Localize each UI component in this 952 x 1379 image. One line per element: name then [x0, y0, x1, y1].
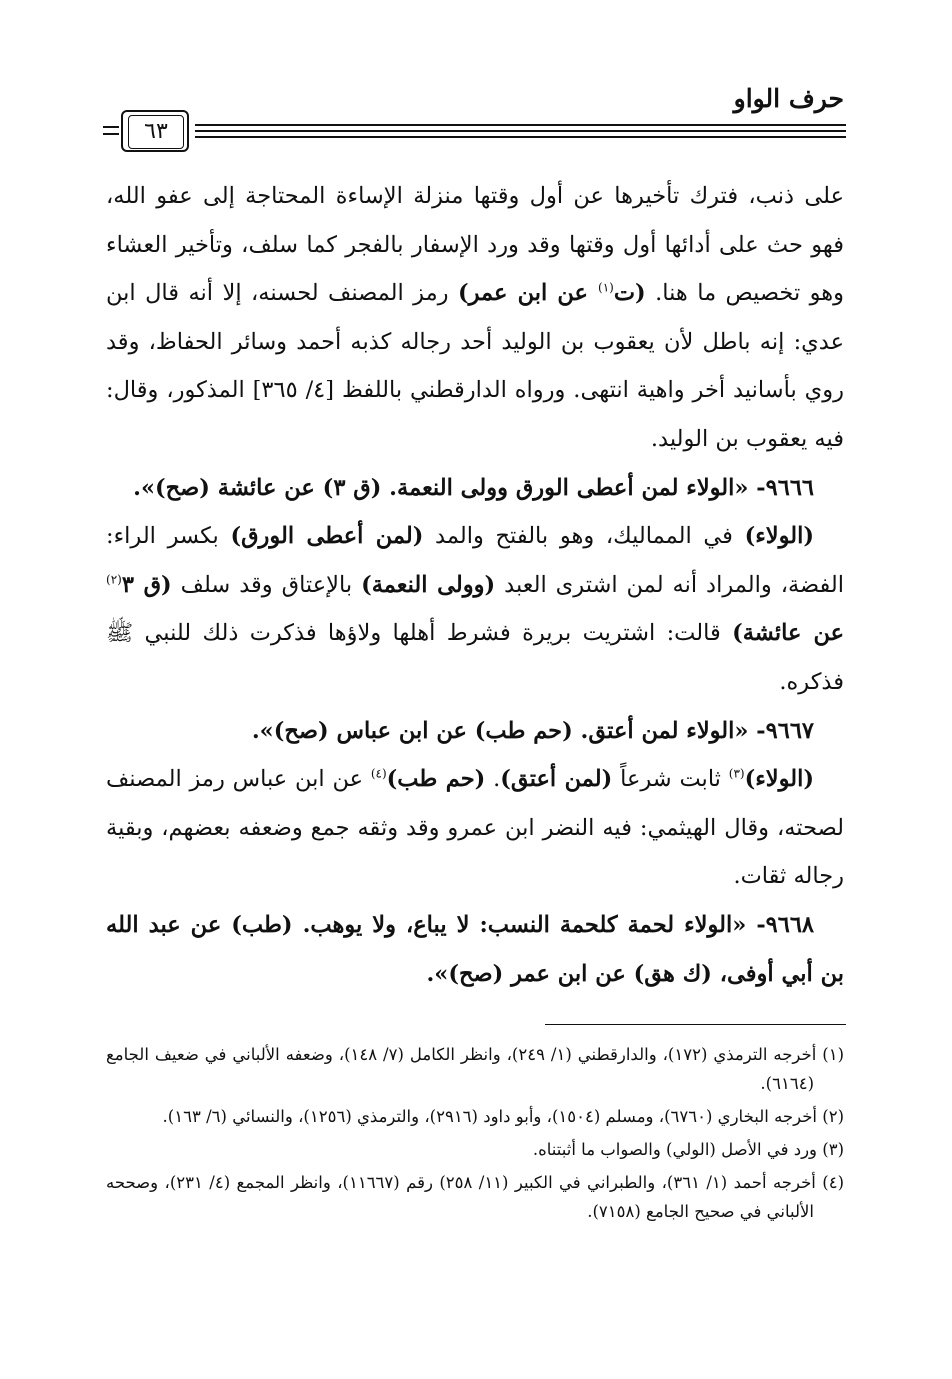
text-run: رمز المصنف لحسنه، إلا أنه قال ابن عدي: إنه باطل لأن يعقوب بن الوليد أحد رجاله كذبه أحمد وسائر الحفاظ، وقد روي بأسانيد أخر واهية انتهى. ورواه الدارقطني باللفظ [٤/ ٣٦٥] المذكور، وقال: فيه يعقوب بن الوليد. — [106, 280, 844, 452]
source-ref: (حم طب) — [386, 766, 486, 793]
hadith-text: ٩٦٦٦- «الولاء لمن أعطى الورق وولى النعمة. (ق ٣) عن عائشة (صح)». — [133, 474, 814, 501]
footnote-separator — [545, 1024, 846, 1025]
footnotes — [106, 1040, 844, 1230]
footnote: (٢) أخرجه البخاري (٦٧٦٠)، ومسلم (١٥٠٤)، وأبو داود (٢٩١٦)، والترمذي (١٢٥٦)، والنسائي (٦/ ١٦٣). — [162, 1107, 844, 1126]
footnote-marker: (٤) — [370, 766, 387, 781]
hadith-heading — [106, 707, 844, 756]
chapter-title: حرف الواو — [733, 84, 844, 113]
text-run: . — [485, 766, 501, 793]
keyword: (لمن أعتق) — [500, 766, 613, 793]
source-ref: عن ابن عمر) — [457, 280, 599, 307]
paragraph — [106, 512, 844, 706]
source-ref: عن عائشة) — [732, 620, 844, 647]
text-run: على ذنب، فترك تأخيرها عن أول وقتها منزلة الإساءة المحتاجة إلى عفو الله، فهو حث على أدائها أول وقتها وقد ورد الإسفار بالفجر كما سلف، وتأخير العشاء وهو تخصيص ما هنا. — [106, 183, 845, 307]
footnote-marker: (١) — [598, 280, 614, 295]
footnote-marker: (٣) — [728, 766, 745, 781]
source-ref: (ت — [613, 280, 646, 307]
header-dash — [103, 126, 119, 128]
text-run: عن ابن عباس رمز المصنف لصحته، وقال الهيثمي: فيه النضر ابن عمرو وقد وثقه جمع وضعفه بعضهم، وبقية رجاله ثقات. — [106, 766, 844, 890]
keyword: (الولاء) — [744, 523, 814, 550]
hadith-heading — [106, 901, 844, 998]
page-number: ٦٣ — [128, 115, 184, 149]
text-run: في المماليك، وهو بالفتح والمد — [423, 523, 745, 550]
text-run: بكسر الراء: الفضة، والمراد أنه لمن اشترى العبد — [106, 523, 845, 598]
header-rule — [195, 124, 846, 126]
keyword: (الولاء) — [744, 766, 815, 793]
keyword: (وولى النعمة) — [361, 571, 496, 598]
keyword: (لمن أعطى الورق) — [230, 523, 424, 550]
main-text — [106, 172, 844, 998]
hadith-text: ٩٦٦٧- «الولاء لمن أعتق. (حم طب) عن ابن عباس (صح)». — [251, 717, 814, 744]
hadith-text: ٩٦٦٨- «الولاء لحمة كلحمة النسب: لا يباع، ولا يوهب. (طب) عن عبد الله بن أبي أوفى، (ك هق) عن ابن عمر (صح)». — [106, 911, 844, 987]
source-ref: (ق ٣ — [121, 571, 172, 598]
footnote: (٣) ورد في الأصل (الولي) والصواب ما أثبتناه. — [532, 1140, 844, 1159]
footnote: (١) أخرجه الترمذي (١٧٢)، والدارقطني (١/ ٢٤٩)، وانظر الكامل (٧/ ١٤٨)، وضعفه الألباني في ضعيف الجامع (٦١٦٤). — [106, 1045, 845, 1093]
header-dash — [103, 133, 119, 135]
paragraph — [106, 172, 844, 464]
text-run: بالإعتاق وقد سلف — [171, 571, 362, 598]
paragraph — [106, 755, 844, 901]
header-rule — [195, 136, 846, 138]
text-run: ثابت شرعاً — [612, 766, 729, 793]
footnote: (٤) أخرجه أحمد (١/ ٣٦١)، والطبراني في الكبير (١١/ ٢٥٨) رقم (١١٦٦٧)، وانظر المجمع (٤/ ٢٣١)، وصححه الألباني في صحيح الجامع (٧١٥٨). — [106, 1173, 845, 1221]
text-run: قالت: اشتريت بريرة فشرط أهلها ولاؤها فذكرت ذلك للنبي ﷺ فذكره. — [106, 620, 844, 695]
header-rule — [195, 130, 846, 132]
hadith-heading — [106, 464, 844, 513]
footnote-marker: (٢) — [106, 572, 122, 587]
